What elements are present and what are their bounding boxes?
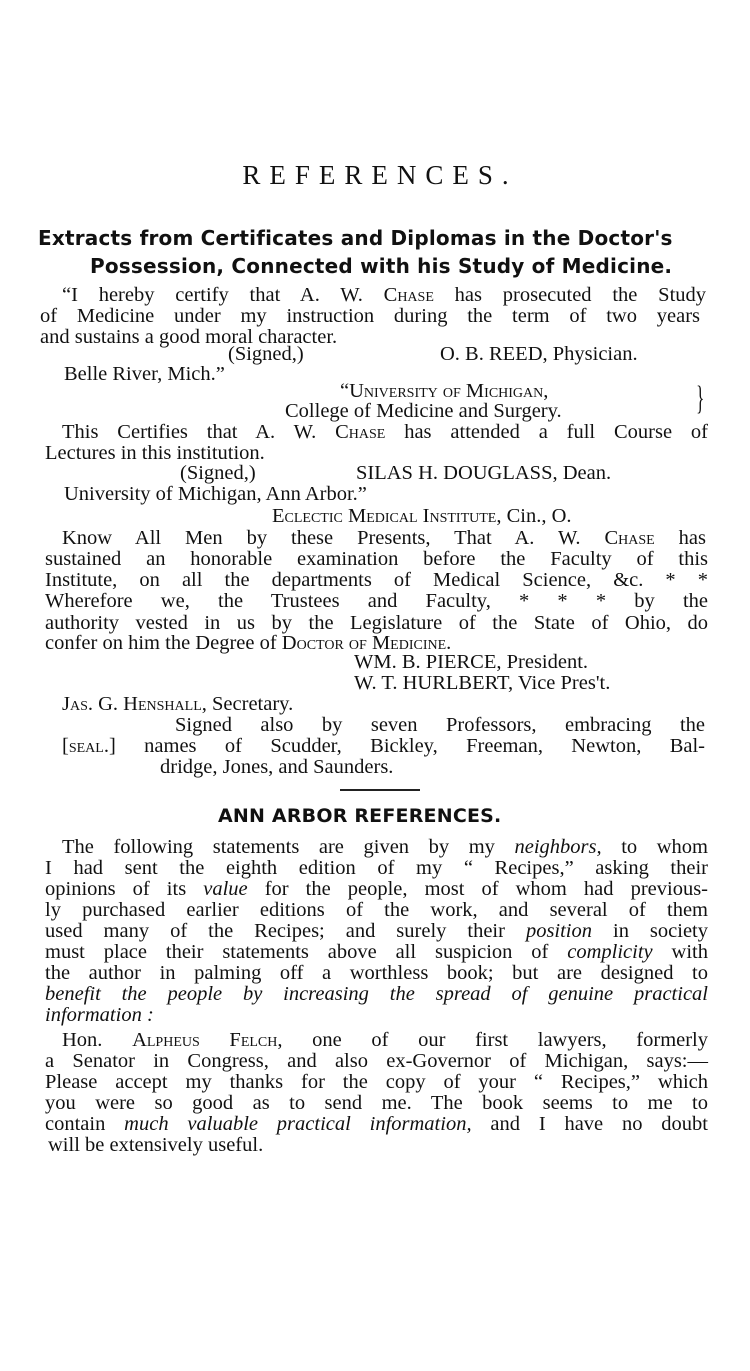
text-line [62,693,293,715]
text-line [64,483,367,505]
text-segment: W. T. HURLBERT, Vice Pres't. [354,672,611,694]
text-line [45,857,708,879]
ann-arbor-heading: ANN ARBOR REFERENCES. [218,805,502,827]
text-line [45,983,708,1005]
text-segment: for the people, most of whom had previous- [247,878,708,900]
page-title: REFERENCES. [242,160,518,190]
text-line [45,442,265,464]
text-line [175,714,705,736]
text-line [45,612,708,634]
text-segment: , Cin., O. [496,505,572,527]
text-segment: “University of Michigan, [340,380,549,402]
text-segment: Chase [604,527,655,549]
text-line [45,1092,708,1114]
text-segment: names of Scudder, Bickley, Freeman, Newton, Bal- [115,735,705,757]
text-segment: used many of the Recipes; and surely their [45,920,526,942]
text-line [62,284,706,306]
text-segment: the author in palming off a worthless book; but are designed to [45,962,708,984]
text-segment: Please accept my thanks for the copy of your “ Recipes,” which [45,1071,708,1093]
text-segment: and sustains a good moral character. [40,326,338,348]
text-segment: of Medicine under my instruction during the term of two years [40,305,700,327]
text-line [40,305,700,327]
brace-mark: } [696,380,705,417]
text-segment: in society [592,920,708,942]
text-segment: The following statements are given by my [62,836,515,858]
text-segment: has prosecuted the Study [433,284,707,306]
text-line [356,462,611,484]
text-segment: value [203,878,248,900]
text-segment: Lectures in this institution. [45,442,265,464]
text-line [354,672,610,694]
text-segment: will be extensively useful. [48,1134,264,1156]
text-segment: I had sent the eighth edition of my “ Recipes,” asking their [45,857,708,879]
text-line [272,505,572,527]
text-line [45,899,708,921]
text-line [62,1029,708,1051]
text-segment: ly purchased earlier editions of the work, and several of them [45,899,708,921]
text-line [62,735,705,757]
text-line [45,878,708,900]
text-segment: confer on him the Degree of [45,632,282,654]
text-segment: you were so good as to send me. The book seems to me to [45,1092,708,1114]
text-segment: This Certifies that A. W. [62,421,336,443]
text-segment: O. B. REED, Physician. [440,343,638,365]
section-heading-line-1: Extracts from Certificates and Diplomas in the Doctor's [38,226,673,250]
text-line [48,1134,263,1156]
text-line [45,1004,154,1026]
text-segment: position [525,920,593,942]
text-segment: and I have no doubt [471,1113,708,1135]
text-line [340,380,548,402]
section-heading-line-2: Possession, Connected with his Study of Medicine. [90,254,673,278]
text-segment: Wherefore we, the Trustees and Faculty, * * * by the [45,590,708,612]
text-line [160,756,393,778]
text-segment: has attended a full Course of [385,421,709,443]
text-segment: must place their statements above all suspicion of [45,941,568,963]
text-line [45,1050,708,1072]
text-segment: sustained an honorable examination before the Faculty of this [45,548,708,570]
text-segment: has [654,527,707,549]
text-segment: Belle River, Mich.” [64,363,225,385]
text-line [62,527,706,549]
text-line [45,920,708,942]
text-segment: Hon. [62,1029,133,1051]
text-segment: University of Michigan, Ann Arbor.” [64,483,367,505]
text-segment: a Senator in Congress, and also ex-Governor of Michigan, says:— [45,1050,708,1072]
text-line [45,1071,708,1093]
text-segment: Alpheus Felch [132,1029,278,1051]
divider [340,789,420,791]
text-segment: much valuable practical information, [124,1113,472,1135]
text-segment: Eclectic Medical Institute [272,505,497,527]
text-line [45,962,708,984]
text-segment: Jas. G. Henshall [62,693,202,715]
text-segment: benefit the people by increasing the spread of genuine practical [45,983,708,1005]
text-segment: neighbors, [514,836,602,858]
text-segment: “I hereby certify that A. W. [62,284,384,306]
text-segment: SILAS H. DOUGLASS, Dean. [356,462,612,484]
text-line [45,590,708,612]
text-line [64,363,225,385]
text-segment: , Secretary. [201,693,294,715]
text-segment: dridge, Jones, and Saunders. [160,756,394,778]
text-line [62,836,708,858]
text-line [228,343,304,365]
text-line [45,548,708,570]
text-segment: (Signed,) [228,343,304,365]
text-segment: with [652,941,708,963]
text-segment: [seal.] [62,735,116,757]
text-segment: contain [45,1113,125,1135]
text-line [62,421,708,443]
text-segment: (Signed,) [180,462,256,484]
text-segment: Signed also by seven Professors, embracing the [175,714,705,736]
text-segment: authority vested in us by the Legislature of the State of Ohio, do [45,612,708,634]
text-line [45,941,708,963]
text-segment: Chase [335,421,386,443]
text-segment: WM. B. PIERCE, President. [354,651,589,673]
text-segment: Doctor of Medicine. [281,632,452,654]
text-segment: to whom [601,836,708,858]
text-line [45,1113,708,1135]
text-segment: College of Medicine and Surgery. [285,400,562,422]
text-segment: Know All Men by these Presents, That A. W. [62,527,605,549]
text-segment: , one of our first lawyers, formerly [277,1029,709,1051]
text-line [180,462,256,484]
text-segment: Chase [383,284,434,306]
text-line [440,343,638,365]
text-segment: complicity [567,941,653,963]
text-line [45,569,708,591]
text-segment: information : [45,1004,154,1026]
text-line [354,651,588,673]
text-segment: opinions of its [45,878,204,900]
text-line [285,400,562,422]
text-segment: Institute, on all the departments of Medical Science, &c. * * [45,569,708,591]
